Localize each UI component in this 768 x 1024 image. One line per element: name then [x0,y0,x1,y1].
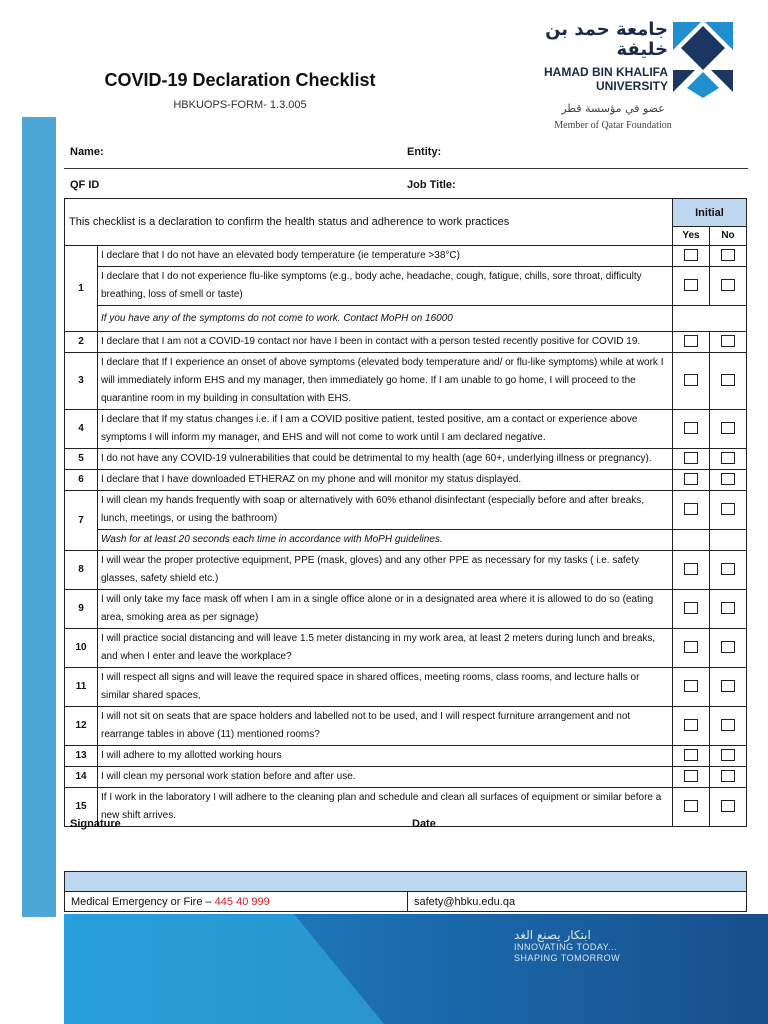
yes-checkbox[interactable] [684,335,698,347]
yes-checkbox[interactable] [684,473,698,485]
form-code: HBKUOPS-FORM- 1.3.005 [173,99,307,111]
date-field[interactable]: Date [412,818,436,830]
row-number: 5 [65,449,98,470]
yes-checkbox[interactable] [684,249,698,261]
row-text: I declare that I do not have an elevated body temperature (ie temperature >38°C) [98,246,673,267]
yes-checkbox[interactable] [684,563,698,575]
table-row [65,707,747,746]
checklist-intro: This checklist is a declaration to confirm the health status and adherence to work practices [65,199,673,246]
row-note: Wash for at least 20 seconds each time in accordance with MoPH guidelines. [98,530,673,551]
no-checkbox[interactable] [721,602,735,614]
hbku-logo [538,20,738,135]
page-title: COVID-19 Declaration Checklist [104,70,376,90]
yes-checkbox[interactable] [684,749,698,761]
yes-checkbox[interactable] [684,770,698,782]
safety-email[interactable]: safety@hbku.edu.qa [408,892,747,912]
no-checkbox[interactable] [721,503,735,515]
yes-checkbox[interactable] [684,719,698,731]
table-row [65,332,747,353]
no-checkbox[interactable] [721,452,735,464]
no-checkbox[interactable] [721,335,735,347]
footer-wedge [64,914,384,1024]
table-row [65,590,747,629]
table-row [65,306,747,332]
no-checkbox[interactable] [721,719,735,731]
identity-fields [64,136,748,201]
hbku-mark-icon [673,22,733,98]
row-text: I will adhere to my allotted working hours [98,746,673,767]
yes-checkbox[interactable] [684,680,698,692]
row-text: If I work in the laboratory I will adhere to the cleaning plan and schedule and clean all surfaces of equipment or similar before a new shift arrives. [98,788,673,827]
checklist-table [64,198,747,827]
initial-header: Initial [673,199,747,227]
no-checkbox[interactable] [721,563,735,575]
row-text: I will practice social distancing and will leave 1.5 meter distancing in my work area, at least 2 meters during lunch and breaks, and when I enter and leave the workplace? [98,629,673,668]
signature-row [64,818,748,830]
table-row [65,246,747,267]
logo-english-name [540,65,668,93]
row-text: I declare that I do not experience flu-like symptoms (e.g., body ache, headache, cough, fatigue, chills, sore throat, difficulty breathing, loss of smell or taste) [98,267,673,306]
row-number: 10 [65,629,98,668]
row-number: 12 [65,707,98,746]
yes-checkbox[interactable] [684,452,698,464]
no-checkbox[interactable] [721,770,735,782]
signature-field[interactable]: Signature [70,818,121,830]
row-text: I will clean my hands frequently with soap or alternatively with 60% ethanol disinfectant (especially before and after breaks, lunch, meetings, or using the bathroom) [98,491,673,530]
row-text: I declare that If I experience an onset of above symptoms (elevated body temperature and/ or flu-like symptoms) while at work I will immediately inform EHS and my manager, then immediately go home. If I am unable to go home, I will proceed to the quarantine room in my building in consultation with EHS. [98,353,673,410]
no-checkbox[interactable] [721,800,735,812]
no-checkbox[interactable] [721,641,735,653]
row-number: 9 [65,590,98,629]
qf-id-field[interactable]: QF ID [70,179,100,191]
yes-checkbox[interactable] [684,602,698,614]
row-number: 1 [65,246,98,332]
yes-checkbox[interactable] [684,422,698,434]
table-row [65,767,747,788]
table-row [65,668,747,707]
row-number: 6 [65,470,98,491]
no-checkbox[interactable] [721,749,735,761]
logo-arabic-name: جامعة حمد بن خليفة [545,19,668,60]
table-row [65,746,747,767]
row-text: I declare that I have downloaded ETHERAZ on my phone and will monitor my status displayed. [98,470,673,491]
no-checkbox[interactable] [721,374,735,386]
row-text: I do not have any COVID-19 vulnerabilities that could be detrimental to my health (age 60+, underlying illness or pregnancy). [98,449,673,470]
table-row [65,530,747,551]
row-text: I will not sit on seats that are space holders and labelled not to be used, and I will respect furniture arrangement and not rearrange tables in above (11) mentioned rooms? [98,707,673,746]
entity-field[interactable]: Entity: [407,146,442,158]
name-entity-row [64,136,748,168]
no-checkbox[interactable] [721,473,735,485]
row-number: 11 [65,668,98,707]
no-checkbox[interactable] [721,279,735,291]
yes-checkbox[interactable] [684,800,698,812]
table-header-row [65,199,747,227]
table-row [65,267,747,306]
tagline-english-line1: INNOVATING TODAY... [514,942,618,952]
logo-qf-arabic: عضو في مؤسسة قطر [561,102,665,115]
row-number: 3 [65,353,98,410]
contact-table [64,871,747,912]
emergency-label: Medical Emergency or Fire – [71,895,215,908]
yes-checkbox[interactable] [684,279,698,291]
logo-qf-english: Member of Qatar Foundation [554,120,672,131]
yes-checkbox[interactable] [684,374,698,386]
row-text: I will wear the proper protective equipment, PPE (mask, gloves) and any other PPE as necessary for my tasks ( i.e. safety glasses, safety shield etc.) [98,551,673,590]
emergency-contact [65,892,408,912]
row-number: 15 [65,788,98,827]
no-checkbox[interactable] [721,680,735,692]
footer-tagline [514,928,664,964]
row-number: 13 [65,746,98,767]
row-number: 7 [65,491,98,551]
table-row [65,353,747,410]
empty-cell [673,306,747,332]
side-accent-bar [22,117,56,917]
no-checkbox[interactable] [721,422,735,434]
yes-checkbox[interactable] [684,503,698,515]
table-row [65,410,747,449]
row-text: I declare that I am not a COVID-19 contact nor have I been in contact with a person tested recently positive for COVID 19. [98,332,673,353]
footer-band [64,914,768,1024]
table-row [65,629,747,668]
yes-checkbox[interactable] [684,641,698,653]
row-text: I will respect all signs and will leave the required space in shared offices, meeting rooms, class rooms, and lecture halls or similar shared spaces, [98,668,673,707]
table-row [65,449,747,470]
row-text: I will clean my personal work station before and after use. [98,767,673,788]
emergency-number[interactable]: 445 40 999 [214,895,270,908]
table-row [65,470,747,491]
row-number: 14 [65,767,98,788]
contact-row [65,892,747,912]
row-note: If you have any of the symptoms do not come to work. Contact MoPH on 16000 [98,306,673,332]
empty-cell [710,530,747,551]
no-checkbox[interactable] [721,249,735,261]
tagline-english-line2: SHAPING TOMORROW [514,953,621,963]
row-number: 4 [65,410,98,449]
yes-header: Yes [673,227,710,246]
row-number: 8 [65,551,98,590]
logo-english-line1: HAMAD BIN KHALIFA [544,65,668,79]
logo-english-line2: UNIVERSITY [595,79,668,93]
qfid-jobtitle-row [64,169,748,201]
empty-cell [673,530,710,551]
table-row [65,551,747,590]
job-title-field[interactable]: Job Title: [407,179,456,191]
no-header: No [710,227,747,246]
row-text: I will only take my face mask off when I am in a single office alone or in a designated area where it is allowed to do so (eating area, smoking area as per signage) [98,590,673,629]
tagline-arabic: ابتكار يصنع الغد [514,928,591,942]
contact-header-bar [65,872,747,892]
name-field[interactable]: Name: [70,146,104,158]
row-text: I declare that If my status changes i.e. if I am a COVID positive patient, tested positive, am a contact or experience above symptoms I will inform my manager, and EHS and will not come to work until I am declared negative. [98,410,673,449]
table-row [65,491,747,530]
row-number: 2 [65,332,98,353]
